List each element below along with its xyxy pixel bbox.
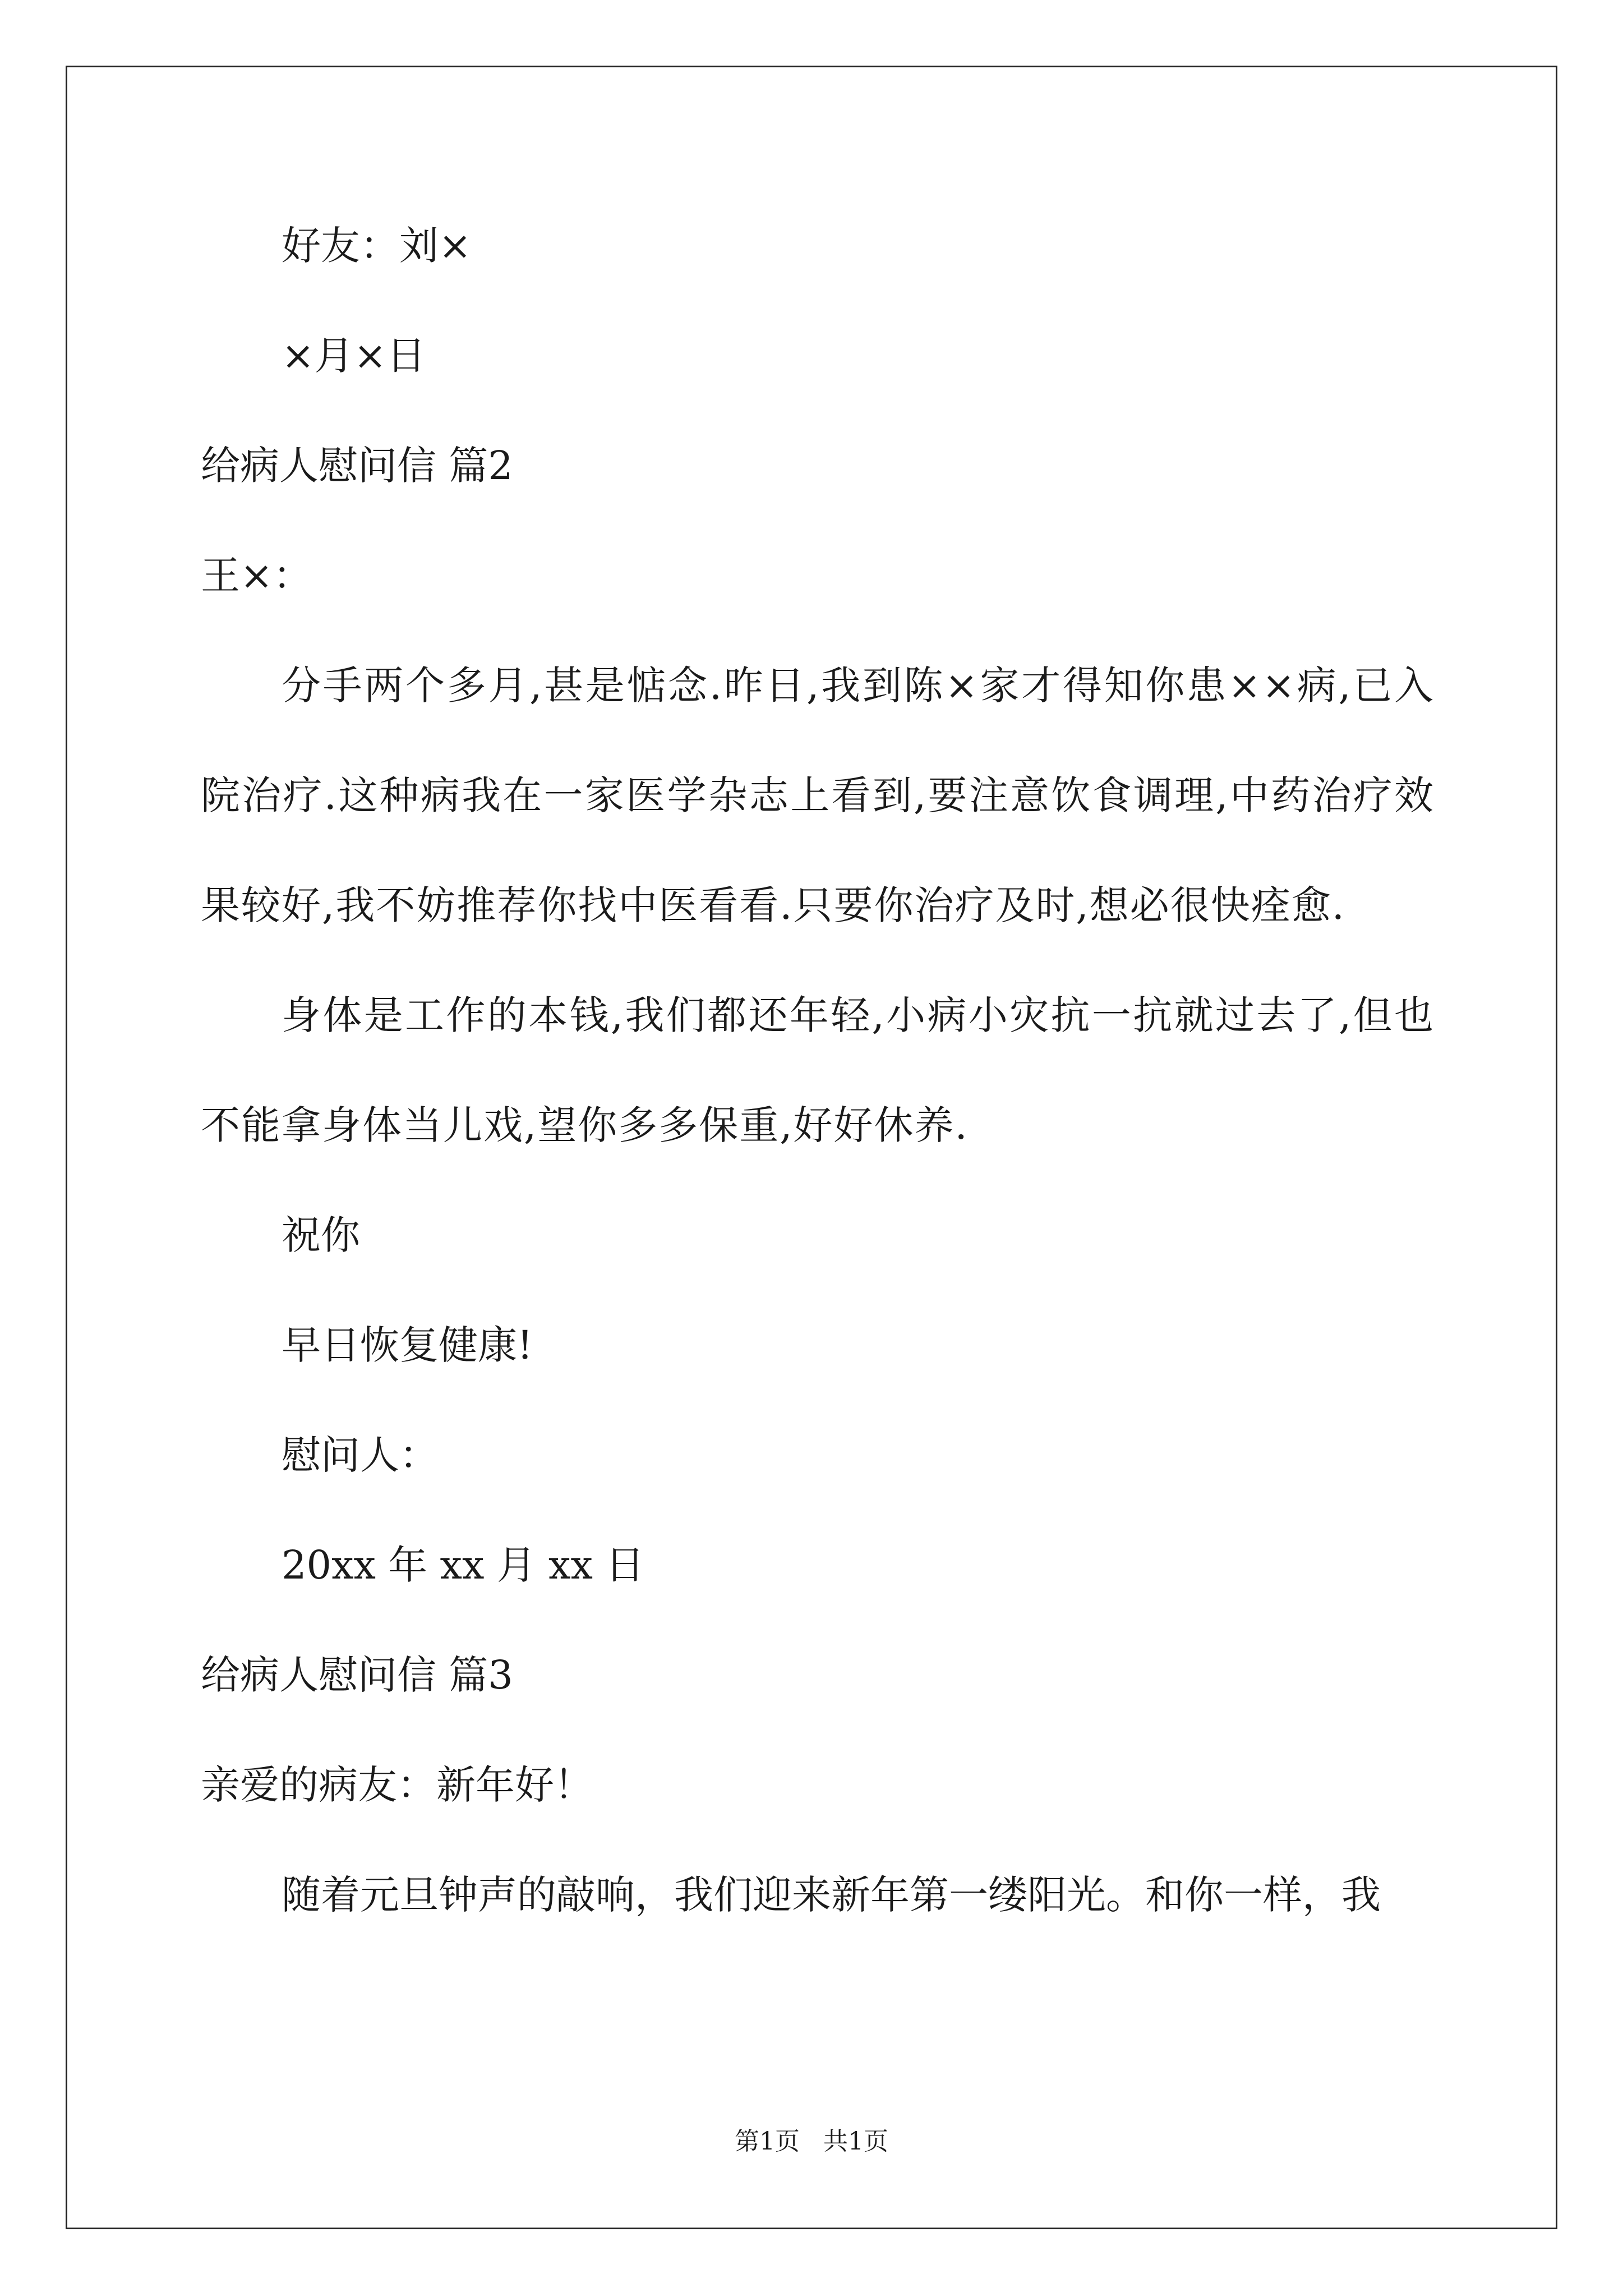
salutation-2: 王×： [201, 553, 312, 599]
paragraph-2-1: 分手两个多月,甚是惦念.昨日,我到陈×家才得知你患××病,已入院治疗.这种病我在一家医学杂志上看到,要注意饮食调理,中药治疗效果较好,我不妨推荐你找中医看看.只要你治疗及时,想必很快痊愈. [201, 662, 1435, 928]
wish-line-2: 早日恢复健康! [282, 1322, 533, 1368]
section-heading-2: 给病人慰问信 篇2 [201, 443, 513, 489]
letter-date: ×月×日 [282, 333, 426, 379]
page-footer: 第1页 共1页 [735, 2127, 888, 2156]
letter-date-2: 20xx 年 xx 月 xx 日 [282, 1542, 645, 1588]
friend-signature: 好友：刘× [282, 223, 472, 269]
wish-line-1: 祝你 [282, 1212, 360, 1258]
document-body [201, 191, 1435, 1950]
section-heading-3: 给病人慰问信 篇3 [201, 1652, 513, 1698]
salutation-3: 亲爱的病友：新年好！ [201, 1762, 593, 1808]
paragraph-2-2: 身体是工作的本钱,我们都还年轻,小病小灾抗一抗就过去了,但也不能拿身体当儿戏,望你多多保重,好好休养. [201, 992, 1435, 1148]
paragraph-3-1: 随着元旦钟声的敲响，我们迎来新年第一缕阳光。和你一样，我 [282, 1872, 1381, 1918]
signer-line: 慰问人： [282, 1432, 439, 1478]
